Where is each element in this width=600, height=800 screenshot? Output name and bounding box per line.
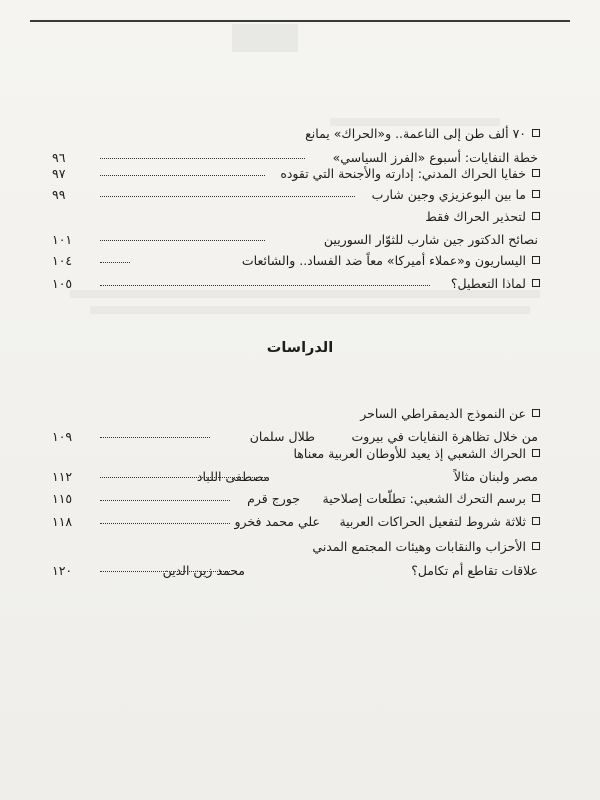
checkbox-icon (532, 279, 540, 287)
checkbox-icon (532, 542, 540, 550)
toc-entry-author: محمد زين الدين (162, 563, 245, 578)
toc-entry-title: ما بين البوعزيزي وجين شارب (371, 187, 526, 202)
checkbox-icon (532, 169, 540, 177)
toc-entry-title: خفايا الحراك المدني: إدارته والأجنحة التي تقوده (280, 166, 526, 181)
toc-entry[interactable] (70, 275, 540, 293)
toc-entry-title: برسم التحرك الشعبي: تطلّعات إصلاحية (322, 491, 526, 506)
toc-entry[interactable] (70, 186, 540, 204)
toc-entry[interactable] (70, 538, 540, 556)
toc-page-number: ١٠١ (52, 232, 73, 247)
toc-entry[interactable] (70, 125, 540, 143)
toc-entry-author: علي محمد فخرو (234, 514, 320, 529)
dot-leader (100, 262, 130, 263)
dot-leader (100, 196, 355, 197)
checkbox-icon (532, 517, 540, 525)
toc-entry[interactable] (70, 445, 540, 463)
toc-page-number: ١١٢ (52, 469, 73, 484)
toc-page-number: ٩٧ (52, 166, 66, 181)
toc-page-number: ١٠٤ (52, 253, 73, 268)
toc-page-number: ٩٦ (52, 150, 66, 165)
toc-entry[interactable] (70, 490, 540, 508)
toc-page-number: ١٢٠ (52, 563, 73, 578)
toc-entry-title: اليساريون و«عملاء أميركا» معاً ضد الفساد.. والشائعات (241, 253, 526, 268)
dot-leader (100, 437, 210, 438)
toc-entry-continuation: نصائح الدكتور جين شارب للثوّار السوريين (323, 232, 538, 247)
toc-entry-title: لماذا التعطيل؟ (450, 276, 526, 291)
toc-entry-title: لتحذير الحراك فقط (425, 209, 526, 224)
toc-page-number: ١٠٥ (52, 276, 73, 291)
toc-entry-title: ثلاثة شروط لتفعيل الحراكات العربية (339, 514, 526, 529)
dot-leader (100, 500, 230, 501)
checkbox-icon (532, 449, 540, 457)
toc-page-number: ١١٨ (52, 514, 73, 529)
toc-entry[interactable] (70, 405, 540, 423)
toc-entry-title: الأحزاب والنقابات وهيئات المجتمع المدني (312, 539, 526, 554)
dot-leader (100, 240, 265, 241)
dot-leader (100, 571, 230, 572)
toc-entry[interactable] (70, 252, 540, 270)
toc-page-number: ١٠٩ (52, 429, 73, 444)
dot-leader (100, 477, 265, 478)
toc-entry-continuation: علاقات تقاطع أم تكامل؟ (411, 563, 538, 578)
toc-entry-title: عن النموذج الديمقراطي الساحر (360, 406, 526, 421)
toc-entry-author: مصطفى اللباد (196, 469, 270, 484)
toc-entry-title: الحراك الشعبي إذ يعيد للأوطان العربية معناها (293, 446, 526, 461)
toc-page-number: ٩٩ (52, 187, 66, 202)
checkbox-icon (532, 190, 540, 198)
toc-entry-author: جورج قرم (247, 491, 300, 506)
toc-entry[interactable] (70, 208, 540, 226)
toc-entry-author: طلال سلمان (249, 429, 315, 444)
dot-leader (100, 523, 230, 524)
checkbox-icon (532, 212, 540, 220)
toc-entry-title: ٧٠ ألف طن إلى الناعمة.. و«الحراك» يمانع (305, 126, 526, 141)
dot-leader (100, 175, 265, 176)
section-heading: الدراسات (266, 340, 334, 356)
dot-leader (100, 158, 305, 159)
toc-entry-continuation: من خلال تظاهرة النفايات في بيروت (351, 429, 538, 444)
toc-entry-continuation: مصر ولبنان مثالاً (453, 469, 538, 484)
checkbox-icon (532, 494, 540, 502)
toc-entry-continuation: خطة النفايات: أسبوع «الفرز السياسي» (332, 150, 538, 165)
toc-entry[interactable] (70, 165, 540, 183)
checkbox-icon (532, 129, 540, 137)
checkbox-icon (532, 409, 540, 417)
checkbox-icon (532, 256, 540, 264)
dot-leader (100, 285, 430, 286)
toc-page-number: ١١٥ (52, 491, 73, 506)
